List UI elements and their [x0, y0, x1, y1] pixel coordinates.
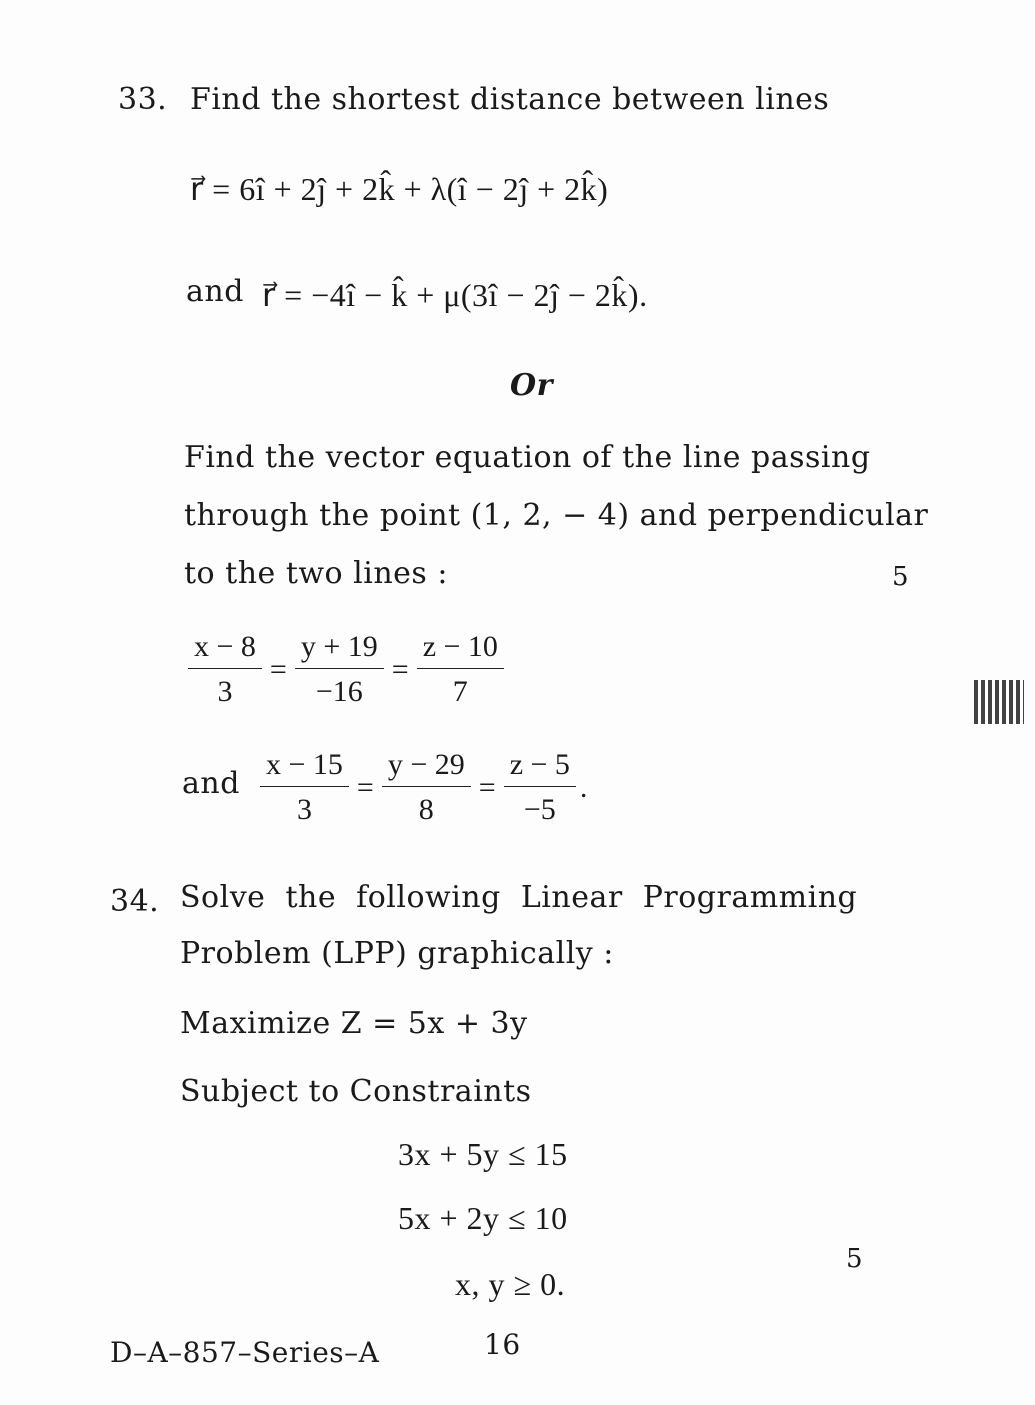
alt-question-line: to the two lines : — [184, 556, 448, 591]
line-equation-1: r⃗ = 6î + 2ĵ + 2k̂ + λ(î − 2ĵ + 2k̂) — [190, 171, 609, 207]
paper-code: D–A–857–Series–A — [110, 1336, 380, 1369]
symmetric-equation-1 — [184, 630, 508, 709]
question-text: Problem (LPP) graphically : — [180, 936, 614, 971]
question-text: Find the shortest distance between lines — [190, 82, 830, 117]
page-number: 16 — [484, 1328, 521, 1361]
constraint-2: 5x + 2y ≤ 10 — [398, 1200, 568, 1236]
equals: = — [391, 652, 409, 686]
constraints-heading: Subject to Constraints — [180, 1074, 532, 1109]
symmetric-equation-2 — [256, 748, 587, 827]
line-equation-2: r⃗ = −4î − k̂ + μ(3î − 2ĵ − 2k̂). — [262, 277, 648, 313]
and-label: and — [186, 274, 244, 309]
numerator: y − 29 — [382, 748, 471, 787]
objective-function: Maximize Z = 5x + 3y — [180, 1006, 528, 1041]
period: . — [579, 770, 588, 804]
constraint-1: 3x + 5y ≤ 15 — [398, 1136, 568, 1172]
marks: 5 — [846, 1244, 864, 1274]
alt-question-line: through the point (1, 2, − 4) and perpendicular — [184, 498, 929, 533]
or-label: Or — [510, 368, 553, 403]
numerator: x − 8 — [188, 630, 262, 669]
numerator: z − 10 — [417, 630, 504, 669]
and-label: and — [182, 766, 240, 801]
constraint-3: x, y ≥ 0. — [455, 1266, 566, 1302]
denominator: 3 — [217, 675, 233, 708]
numerator: z − 5 — [504, 748, 576, 787]
equals: = — [356, 770, 374, 804]
question-text: Solve the following Linear Programming — [180, 880, 858, 915]
equals: = — [478, 770, 496, 804]
alt-question-line: Find the vector equation of the line passing — [184, 440, 871, 475]
question-number: 34. — [110, 884, 160, 919]
question-number: 33. — [118, 82, 168, 117]
marks: 5 — [892, 562, 910, 592]
denominator: 3 — [296, 793, 312, 826]
denominator: 8 — [418, 793, 434, 826]
equals: = — [269, 652, 287, 686]
denominator: 7 — [452, 675, 468, 708]
numerator: y + 19 — [295, 630, 384, 669]
qr-code-icon — [974, 680, 1024, 724]
numerator: x − 15 — [260, 748, 349, 787]
denominator: −5 — [523, 793, 556, 826]
denominator: −16 — [315, 675, 363, 708]
